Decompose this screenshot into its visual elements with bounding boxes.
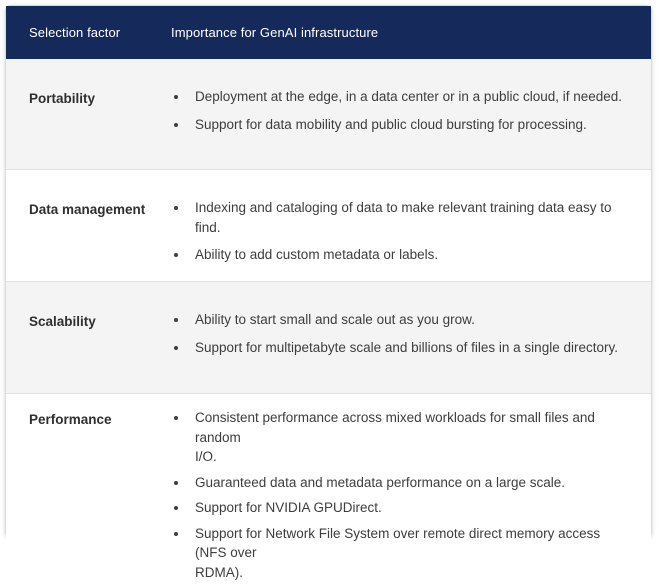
selection-factor-table (5, 5, 652, 580)
bullet-list (169, 408, 627, 588)
bullet-item: Support for data mobility and public cloud bursting for processing. (169, 115, 627, 135)
table-header-row (6, 6, 651, 59)
bullet-item: Support for multipetabyte scale and billions of files in a single directory. (169, 338, 627, 358)
bullet-item: Support for NVIDIA GPUDirect. (169, 498, 627, 518)
bullet-item: Consistent performance across mixed workloads for small files and random I/O. (169, 408, 627, 467)
table-row-scalability (6, 281, 651, 393)
factor-label: Portability (29, 91, 96, 106)
factor-label: Data management (29, 202, 146, 217)
bullet-item: Guaranteed data and metadata performance on a large scale. (169, 473, 627, 493)
table-row-performance (6, 393, 651, 588)
table-row-data-management (6, 169, 651, 281)
factor-label: Scalability (29, 314, 96, 329)
header-cell-selection-factor: Selection factor (29, 25, 121, 40)
header-cell-importance: Importance for GenAI infrastructure (171, 25, 379, 40)
bullet-list (169, 198, 627, 281)
bullet-list (169, 310, 627, 393)
bullet-item: Indexing and cataloging of data to make relevant training data easy to find. (169, 198, 627, 237)
bullet-list (169, 87, 627, 169)
bullet-item: Ability to start small and scale out as you grow. (169, 310, 627, 330)
table-row-portability (6, 59, 651, 169)
factor-label: Performance (29, 412, 112, 427)
bullet-item: Deployment at the edge, in a data center or in a public cloud, if needed. (169, 87, 627, 107)
bullet-item: Support for Network File System over remote direct memory access (NFS over RDMA). (169, 524, 627, 583)
bullet-item: Ability to add custom metadata or labels. (169, 245, 627, 265)
